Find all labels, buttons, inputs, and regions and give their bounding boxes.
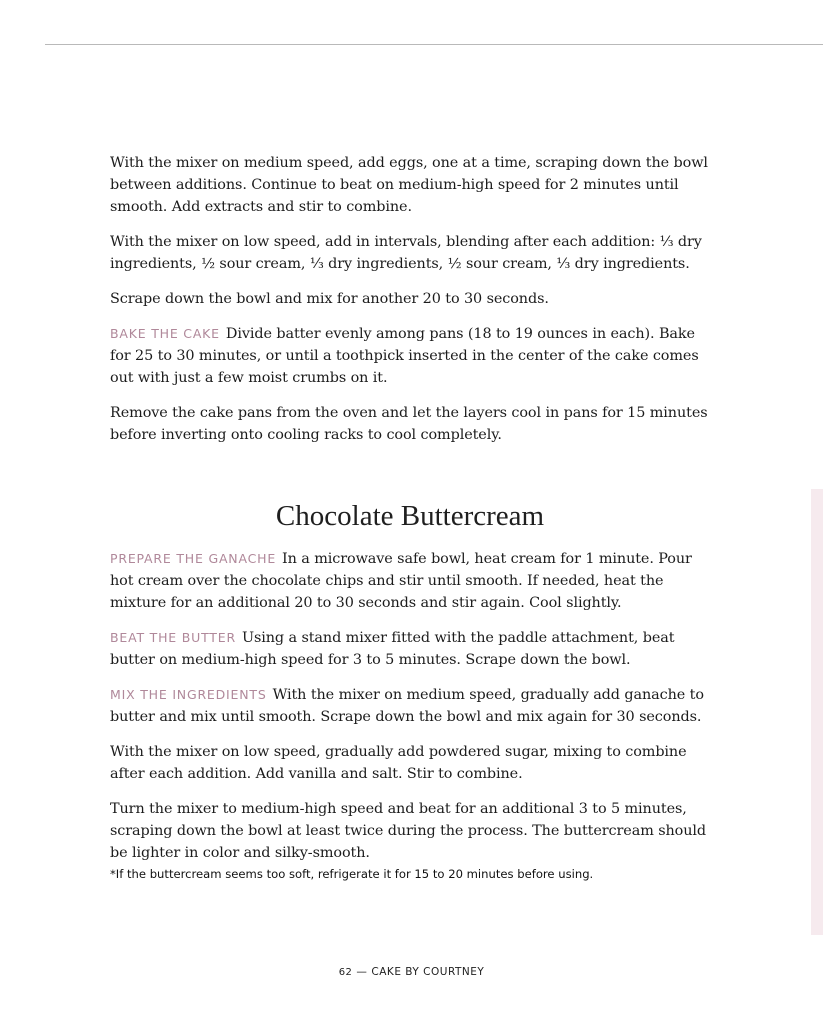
butter-step: [110, 627, 710, 671]
step-text: With the mixer on medium speed, gradually add ganache to butter and mix until smooth. Scrape down the bowl and mix again for 30 seconds.: [110, 687, 704, 725]
step-paragraph: With the mixer on medium speed, add eggs, one at a time, scraping down the bowl between additions. Continue to beat on medium-high speed for 2 minutes until smooth. Add extracts and stir to combine.: [110, 155, 708, 215]
step-paragraph: Scrape down the bowl and mix for another 20 to 30 seconds.: [110, 291, 549, 307]
page-footer: [0, 966, 823, 978]
mix-step: [110, 684, 710, 728]
step-paragraph: Turn the mixer to medium-high speed and beat for an additional 3 to 5 minutes, scraping down the bowl at least twice during the process. The buttercream should be lighter in color and silky-smooth.: [110, 801, 707, 861]
ganache-step: [110, 548, 710, 614]
step-paragraph: Remove the cake pans from the oven and let the layers cool in pans for 15 minutes before inverting onto cooling racks to cool completely.: [110, 405, 708, 443]
step-text: Using a stand mixer fitted with the paddle attachment, beat butter on medium-high speed for 3 to 5 minutes. Scrape down the bowl.: [110, 630, 675, 668]
step-label: MIX THE INGREDIENTS: [110, 687, 267, 702]
buttercream-instructions: [110, 548, 710, 883]
step-paragraph: With the mixer on low speed, gradually add powdered sugar, mixing to combine after each addition. Add vanilla and salt. Stir to combine.: [110, 744, 687, 782]
step-label: PREPARE THE GANACHE: [110, 551, 277, 566]
section-title: Chocolate Buttercream: [275, 500, 545, 532]
step-text: Divide batter evenly among pans (18 to 19 ounces in each). Bake for 25 to 30 minutes, or until a toothpick inserted in the center of the cake comes out with just a few moist crumbs on it.: [110, 326, 699, 386]
step-text: In a microwave safe bowl, heat cream for 1 minute. Pour hot cream over the chocolate chips and stir until smooth. If needed, heat the mixture for an additional 20 to 30 seconds and stir again. Cool slightly.: [110, 551, 692, 611]
footer-separator: —: [356, 966, 368, 978]
footnote: *If the buttercream seems too soft, refrigerate it for 15 to 20 minutes before using.: [110, 867, 594, 881]
step-label: BEAT THE BUTTER: [110, 630, 236, 645]
step-paragraph: With the mixer on low speed, add in intervals, blending after each addition: ⅓ dry ingredients, ½ sour cream, ⅓ dry ingredients, ½ sour cream, ⅓ dry ingredients.: [110, 234, 702, 272]
page-edge-tab: [811, 489, 823, 935]
cake-instructions: [110, 152, 710, 459]
top-divider: [45, 44, 823, 45]
bake-step: [110, 323, 710, 389]
page-number: 62: [338, 967, 353, 978]
step-label: BAKE THE CAKE: [110, 326, 220, 341]
book-title: CAKE BY COURTNEY: [371, 966, 485, 978]
